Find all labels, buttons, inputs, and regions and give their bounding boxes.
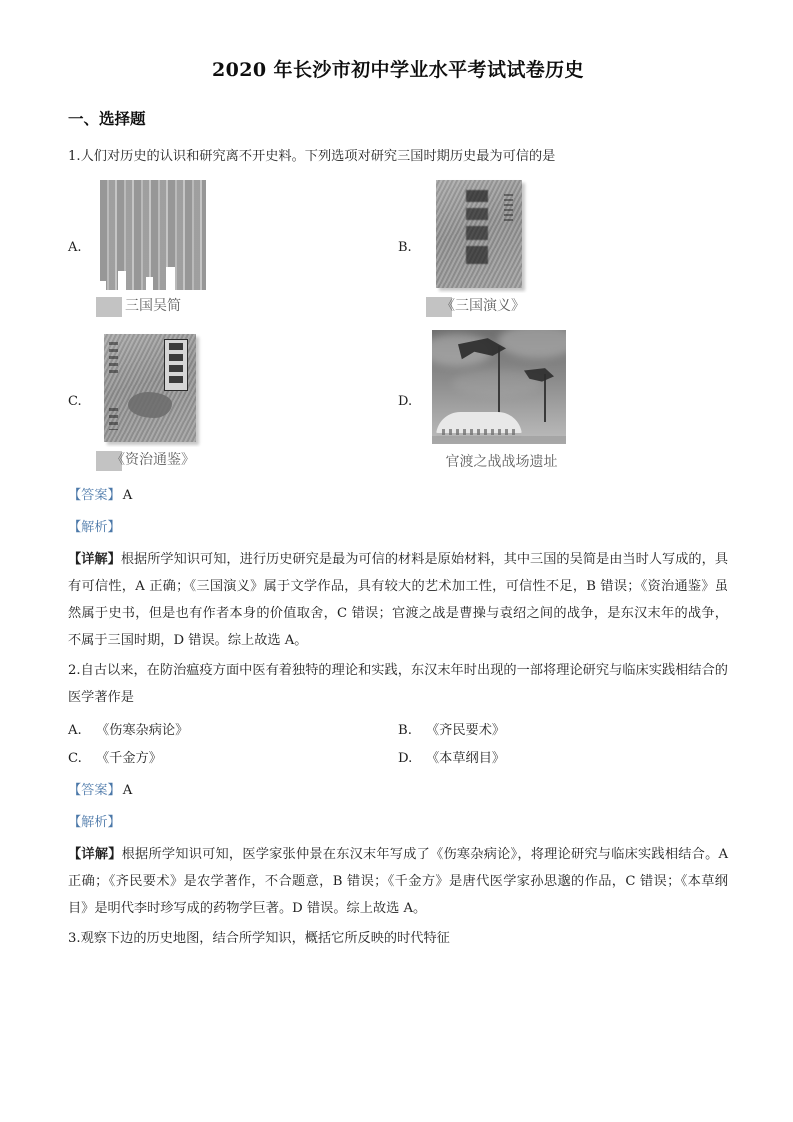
detail-label: 【详解】 — [68, 551, 121, 567]
option-C-thumbnail — [94, 330, 212, 473]
answer-label: 【答案】 — [68, 488, 121, 504]
detail-text: 根据所学知识可知，医学家张仲景在东汉末年写成了《伤寒杂病论》，将理论研究与临床实践相结合。A 正确；《齐民要术》是农学著作，不合题意，B 错误；《千金方》是唐代医学家孙思邈的作品，C 错误；《本草纲目》是明代李时珍写成的药物学巨著。D 错误。综上故选 A。 — [68, 847, 728, 917]
option-B[interactable] — [398, 717, 728, 745]
option-D-letter: D. — [398, 750, 413, 766]
option-D[interactable] — [398, 745, 728, 773]
option-B-caption: 《三国演义》 — [441, 298, 525, 315]
option-A-letter: A. — [68, 723, 82, 739]
option-A-thumbnail — [94, 176, 212, 319]
question-2-text-options — [68, 717, 728, 772]
book-cover-history-icon — [94, 330, 212, 447]
answer-label: 【答案】 — [68, 783, 121, 799]
question-1-analysis-label — [68, 515, 728, 541]
answer-value: A — [122, 783, 133, 799]
option-C-label: 《千金方》 — [96, 750, 162, 766]
option-B-label: 《齐民要术》 — [426, 723, 506, 739]
page-content — [68, 56, 728, 959]
option-B-letter: B. — [398, 723, 412, 739]
question-2-detail — [68, 841, 728, 922]
option-B-thumbnail — [424, 176, 542, 319]
page-title: 2020 年长沙市初中学业水平考试试卷历史 — [212, 59, 584, 81]
option-D-caption: 官渡之战战场遗址 — [445, 454, 558, 471]
image-option-row — [68, 327, 728, 475]
option-A-label: 《伤寒杂病论》 — [96, 723, 189, 739]
option-C[interactable] — [68, 745, 398, 773]
bamboo-slips-icon — [94, 176, 212, 293]
question-1-image-options — [68, 176, 728, 475]
option-A-caption: 三国吴简 — [125, 298, 181, 315]
question-1-detail — [68, 546, 728, 654]
analysis-label: 【解析】 — [68, 519, 121, 535]
option-A[interactable] — [68, 717, 398, 745]
option-D-letter: D. — [398, 393, 413, 409]
question-2-answer — [68, 778, 728, 804]
text-option-row — [68, 717, 728, 745]
option-D-label: 《本草纲目》 — [426, 750, 506, 766]
option-C[interactable] — [68, 330, 398, 473]
option-B[interactable] — [398, 176, 728, 319]
option-A[interactable] — [68, 176, 398, 319]
answer-value: A — [122, 488, 133, 504]
question-3-stem: 3.观察下边的历史地图，结合所学知识，概括它所反映的时代特征 — [68, 931, 450, 947]
detail-label: 【详解】 — [68, 847, 122, 863]
detail-text: 根据所学知识可知，进行历史研究是最为可信的材料是原始材料，其中三国的吴简是由当时人写成的，具有可信性，A 正确；《三国演义》属于文学作品，具有较大的艺术加工性，可信性不足，B 错误；《资治通鉴》虽然属于史书，但是也有作者本身的价值取舍，C 错误；官渡之战是曹操与袁绍之间的战争，是东汉末年的战争，不属于三国时期，D 错误。综上故选 A。 — [68, 551, 729, 649]
book-cover-novel-icon — [424, 176, 542, 293]
option-C-caption: 《资治通鉴》 — [111, 451, 195, 468]
question-1-stem: 1.人们对历史的认识和研究离不开史料。下列选项对研究三国时期历史最为可信的是 — [68, 148, 556, 164]
option-D[interactable] — [398, 327, 728, 475]
image-option-row — [68, 176, 728, 319]
question-2-analysis-label — [68, 810, 728, 836]
text-option-row — [68, 745, 728, 773]
option-C-letter: C. — [68, 393, 82, 409]
option-A-letter: A. — [68, 240, 82, 256]
option-B-letter: B. — [398, 240, 412, 256]
section-heading: 一、选择题 — [68, 108, 146, 128]
analysis-label: 【解析】 — [68, 814, 121, 830]
question-1-answer — [68, 483, 728, 509]
question-2-stem: 2.自古以来，在防治瘟疫方面中医有着独特的理论和实践，东汉末年时出现的一部将理论研究与临床实践相结合的医学著作是 — [68, 663, 728, 705]
option-C-letter: C. — [68, 750, 82, 766]
option-D-thumbnail — [424, 327, 579, 475]
battlefield-photo-icon — [424, 327, 579, 449]
